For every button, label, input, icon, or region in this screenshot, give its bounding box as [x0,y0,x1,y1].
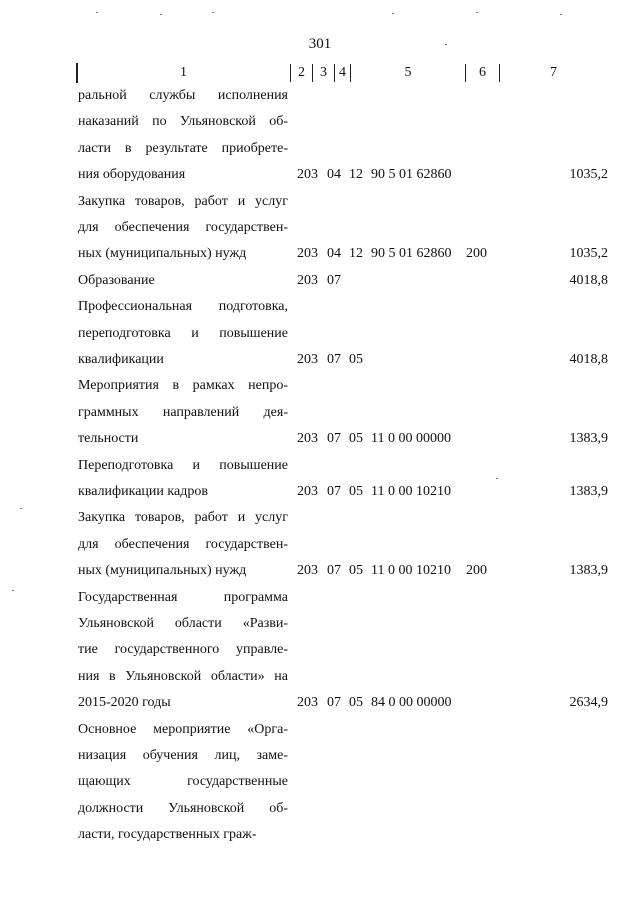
row-cell-c7: 1383,9 [569,431,608,447]
page-number: 301 [308,36,332,52]
row-description-line: Ульяновской области «Разви- [78,616,288,631]
scan-speck [20,508,22,509]
row-cell-c5: 11 0 00 00000 [371,431,451,447]
row-description-line: квалификации кадров [78,484,208,499]
row-description-line: ральной службы исполнения [78,88,288,103]
row-description-line: тельности [78,431,139,447]
row-cell-c5: 11 0 00 10210 [371,484,451,499]
row-description-line: тие государственного управле- [78,642,288,658]
row-cell-c4: 05 [349,695,363,711]
row-cell-c7: 4018,8 [569,272,608,288]
scan-speck [96,12,98,13]
row-cell-c2: 203 [297,272,318,288]
scan-speck [12,590,14,591]
row-description-line: граммных направлений дея- [78,404,288,420]
row-cell-c5: 90 5 01 62860 [371,246,452,262]
row-description-line: наказаний по Ульяновской об- [78,114,288,130]
row-cell-c3: 07 [327,563,341,579]
row-description-line: ных (муниципальных) нужд [78,563,247,579]
row-cell-c2: 203 [297,484,318,499]
row-description-line: ния оборудования [78,167,186,183]
row-description-line: должности Ульяновской об- [78,800,288,816]
row-cell-c3: 07 [327,352,341,367]
header-col-6: 6 [465,64,499,82]
header-col-3: 3 [312,64,334,82]
row-description-line: Переподготовка и повышение [78,457,288,473]
row-cell-c5: 90 5 01 62860 [371,167,452,183]
row-cell-c6: 200 [466,246,487,262]
row-cell-c2: 203 [297,167,318,183]
header-col-5: 5 [350,64,465,82]
row-description-line: для обеспечения государствен- [78,536,288,552]
header-col-4: 4 [334,64,350,82]
row-description-line: квалификации [78,352,164,367]
scan-speck [496,478,498,479]
row-description-line: ния в Ульяновской области» на [78,668,288,684]
row-description-line: Закупка товаров, работ и услуг [78,193,288,209]
header-col-7: 7 [499,64,607,82]
row-description-line: ласти, государственных граж- [78,827,257,843]
scan-speck [160,14,162,15]
row-cell-c3: 07 [327,484,341,499]
row-description-line: ных (муниципальных) нужд [78,246,247,262]
row-description-line: Образование [78,272,155,288]
row-cell-c7: 1035,2 [569,246,608,262]
row-cell-c3: 04 [327,246,341,262]
row-description-line: Основное мероприятие «Орга- [78,721,288,737]
row-description-line: Закупка товаров, работ и услуг [78,510,288,526]
row-cell-c4: 05 [349,352,363,367]
row-description-line: низация обучения лиц, заме- [78,748,288,763]
row-cell-c5: 11 0 00 10210 [371,563,451,579]
row-cell-c4: 05 [349,431,363,447]
row-cell-c3: 04 [327,167,341,183]
row-cell-c4: 05 [349,563,363,579]
row-cell-c3: 07 [327,695,341,711]
row-cell-c7: 1383,9 [569,484,608,499]
row-cell-c5: 84 0 00 00000 [371,695,452,711]
row-cell-c2: 203 [297,246,318,262]
row-description-line: щающих государственные [78,774,288,790]
row-cell-c7: 1383,9 [569,563,608,579]
row-cell-c7: 1035,2 [569,167,608,183]
header-col-2: 2 [290,64,312,82]
row-cell-c7: 4018,8 [569,352,608,367]
row-cell-c2: 203 [297,431,318,447]
row-cell-c4: 12 [349,246,363,262]
row-cell-c6: 200 [466,563,487,579]
row-description-line: Мероприятия в рамках непро- [78,378,288,394]
scan-speck [476,12,478,13]
row-cell-c2: 203 [297,563,318,579]
row-description-line: Государственная программа [78,589,288,605]
header-col-1: 1 [180,65,187,80]
row-description-line: 2015-2020 годы [78,695,171,711]
scan-speck [212,12,214,13]
row-cell-c4: 05 [349,484,363,499]
scan-speck [560,14,562,15]
scan-speck [445,44,447,45]
row-description-line: переподготовка и повышение [78,325,288,341]
scan-speck [392,13,394,14]
row-description-line: ласти в результате приобрете- [78,140,288,156]
row-cell-c3: 07 [327,431,341,447]
row-description-line: для обеспечения государствен- [78,220,288,235]
row-cell-c4: 12 [349,167,363,183]
row-cell-c7: 2634,9 [569,695,608,711]
row-cell-c2: 203 [297,352,318,367]
row-cell-c2: 203 [297,695,318,711]
row-description-line: Профессиональная подготовка, [78,299,288,315]
table-header [76,63,557,83]
row-cell-c3: 07 [327,272,341,288]
